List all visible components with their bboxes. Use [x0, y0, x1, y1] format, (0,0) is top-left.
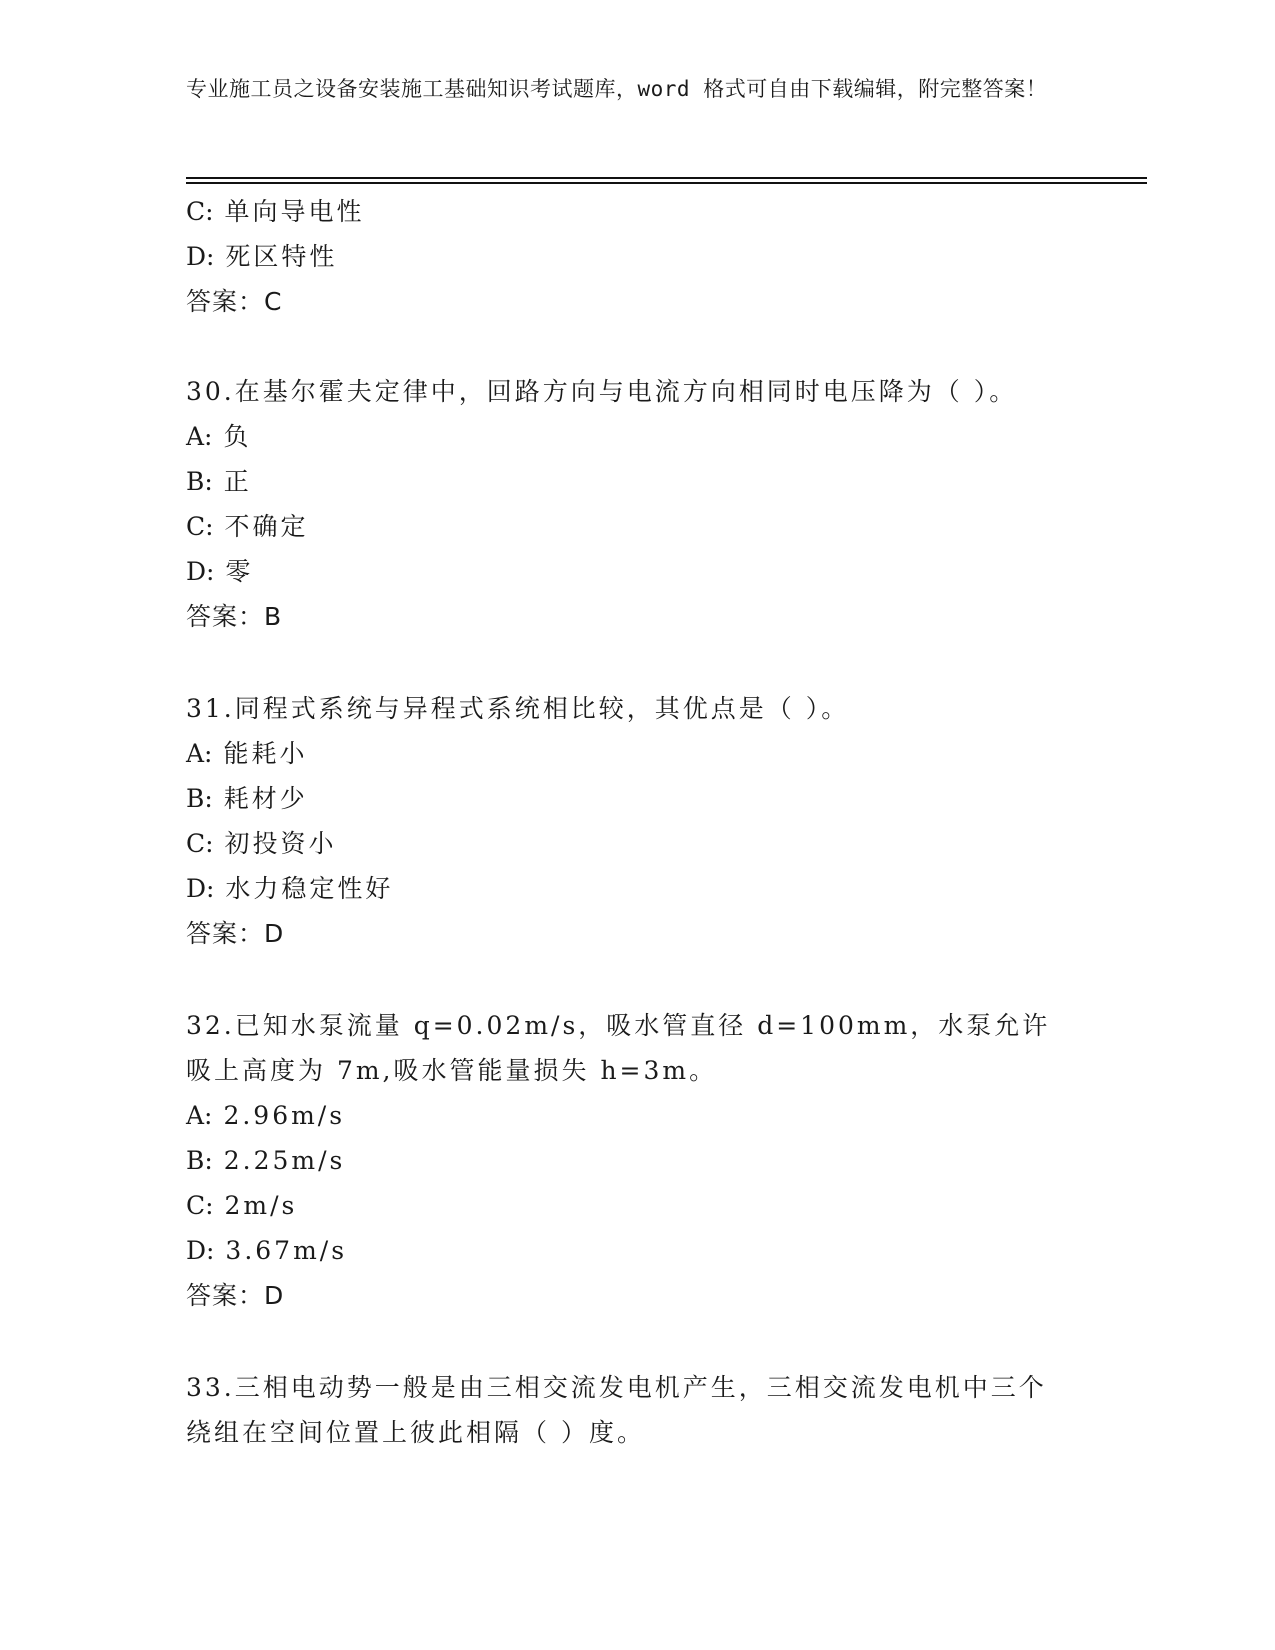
answer-line: 答案：C: [186, 287, 283, 316]
option-label: C:: [186, 512, 214, 541]
option-line: [186, 776, 1106, 821]
option-text: 水力稳定性好: [225, 874, 394, 903]
option-line: [186, 549, 1106, 594]
option-label: D:: [186, 557, 215, 586]
option-text: 2m/s: [224, 1191, 298, 1220]
option-text: 负: [223, 422, 252, 451]
question-text: 32.已知水泵流量 q=0.02m/s，吸水管直径 d=100mm，水泵允许吸上高度为 7m,吸水管能量损失 h=3m。: [186, 1011, 1051, 1085]
header-divider-top: [186, 177, 1147, 179]
option-line: [186, 1093, 1106, 1138]
option-label: D:: [186, 1236, 215, 1265]
option-label: C:: [186, 1191, 214, 1220]
option-line: [186, 1183, 1106, 1228]
answer-line: 答案：B: [186, 602, 283, 631]
question-text: 33.三相电动势一般是由三相交流发电机产生，三相交流发电机中三个绕组在空间位置上彼此相隔（ ）度。: [186, 1373, 1047, 1447]
option-label: B:: [186, 467, 213, 496]
option-text: 初投资小: [224, 829, 337, 858]
option-line: [186, 821, 1106, 866]
option-line: [186, 1138, 1106, 1183]
option-label: D:: [186, 874, 215, 903]
option-line: [186, 504, 1106, 549]
option-line: [186, 866, 1106, 911]
option-text: 2.96m/s: [223, 1101, 346, 1130]
option-text: 3.67m/s: [225, 1236, 348, 1265]
document-header: 专业施工员之设备安装施工基础知识考试题库，word 格式可自由下载编辑，附完整答案！: [186, 77, 1048, 101]
option-label: B:: [186, 1146, 213, 1175]
option-label: A:: [186, 422, 213, 451]
header-divider-bottom: [186, 182, 1147, 184]
option-text: 死区特性: [225, 242, 338, 271]
question-content: [186, 189, 1106, 1455]
option-text: 耗材少: [223, 784, 308, 813]
option-label: C:: [186, 829, 214, 858]
option-text: 零: [225, 557, 254, 586]
option-label: A:: [186, 739, 213, 768]
option-line: [186, 189, 1106, 234]
option-line: [186, 414, 1106, 459]
option-label: B:: [186, 784, 213, 813]
option-line: [186, 731, 1106, 776]
option-label: D:: [186, 242, 215, 271]
option-line: [186, 1228, 1106, 1273]
option-label: C:: [186, 197, 214, 226]
question-text: 30.在基尔霍夫定律中，回路方向与电流方向相同时电压降为（ ）。: [186, 377, 1018, 406]
option-text: 单向导电性: [224, 197, 365, 226]
option-line: [186, 234, 1106, 279]
option-text: 不确定: [224, 512, 309, 541]
option-text: 2.25m/s: [223, 1146, 346, 1175]
answer-line: 答案：D: [186, 1281, 285, 1310]
question-text: 31.同程式系统与异程式系统相比较，其优点是（ ）。: [186, 694, 850, 723]
answer-line: 答案：D: [186, 919, 285, 948]
option-text: 正: [223, 467, 252, 496]
option-line: [186, 459, 1106, 504]
option-text: 能耗小: [223, 739, 308, 768]
option-label: A:: [186, 1101, 213, 1130]
